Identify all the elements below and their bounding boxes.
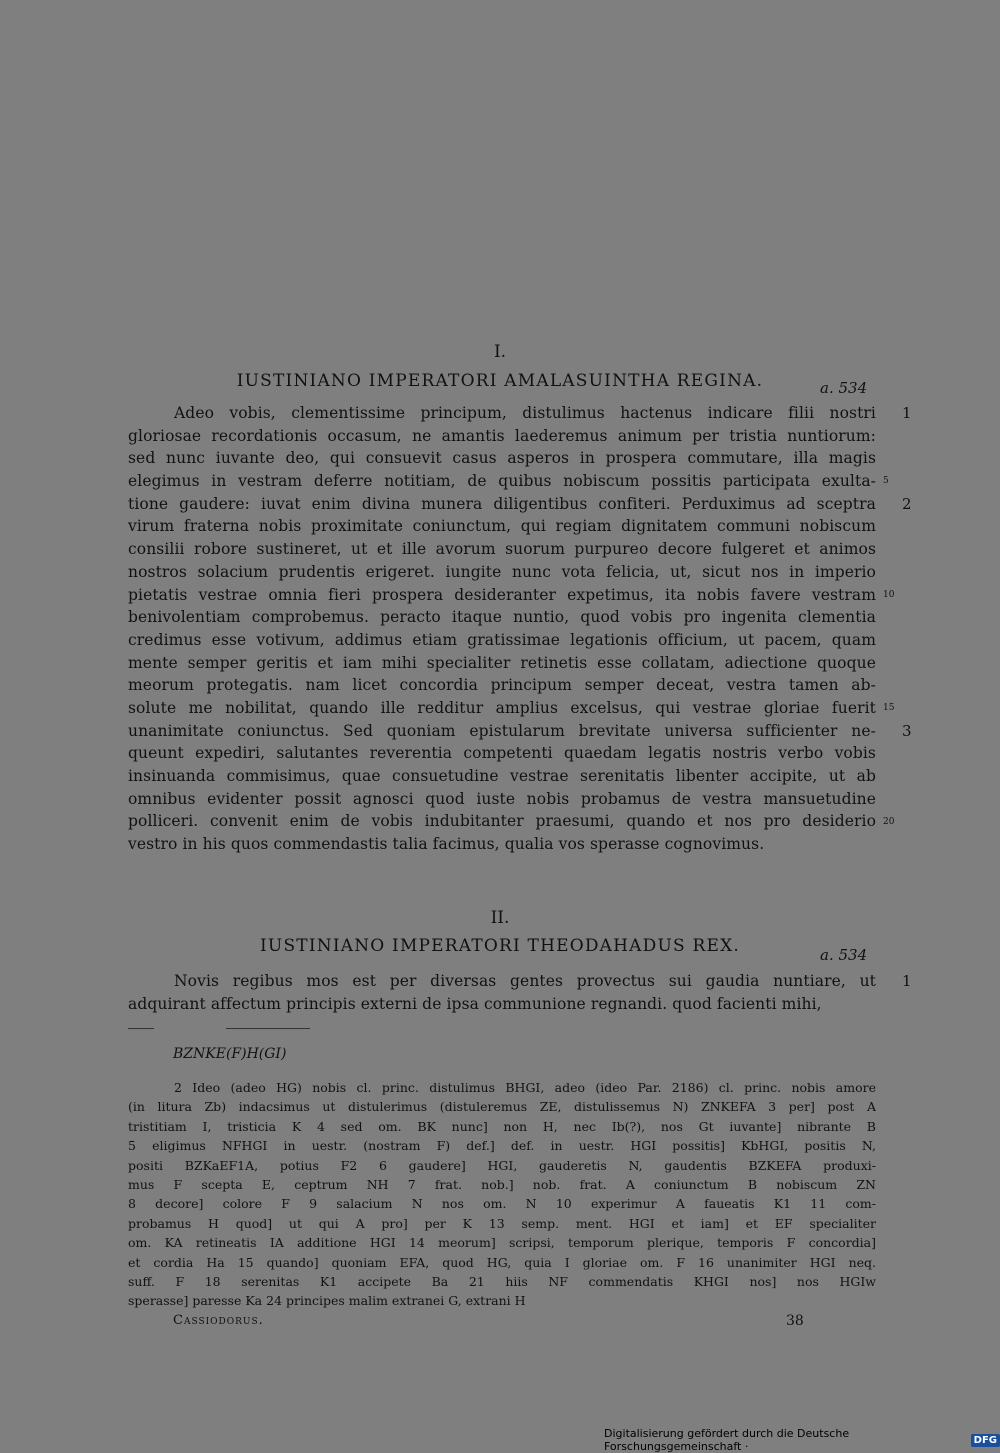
text-line: sperasse] paresse Ka 24 principes malim extranei G, extrani H bbox=[128, 1293, 526, 1309]
footer-author: Cassiodorus. bbox=[173, 1313, 264, 1328]
funding-notice bbox=[604, 1427, 1000, 1453]
line-number: 10 bbox=[883, 589, 895, 600]
text-line: 5 eligimus NFHGI in uestr. (nostram F) def.] def. in uestr. HGI possitis] KbHGI, positis N, bbox=[128, 1138, 876, 1154]
text-line: elegimus in vestram deferre notitiam, de quibus nobiscum possitis participata exulta- bbox=[128, 472, 876, 491]
text-line: meorum protegatis. nam licet concordia principum semper deceat, vestra tamen ab- bbox=[128, 676, 876, 695]
text-line: om. KA retineatis IA additione HGI 14 meorum] scripsi, temporum plerique, temporis F concordia] bbox=[128, 1235, 876, 1251]
text-line: 2 Ideo (adeo HG) nobis cl. princ. distulimus BHGI, adeo (ideo Par. 2186) cl. princ. nobis amore bbox=[174, 1080, 876, 1095]
text-line: adquirant affectum principis externi de ipsa communione regnandi. quod facienti mihi, bbox=[128, 994, 822, 1013]
text-line: queunt expediri, salutantes reverentia competenti quaedam legatis nostris verbo vobis bbox=[128, 744, 876, 763]
text-line: polliceri. convenit enim de vobis indubitanter praesumi, quando et nos pro desiderio bbox=[128, 812, 876, 831]
text-line: (in litura Zb) indacsimus ut distulerimus (distuleremus ZE, distulissemus N) ZNKEFA 3 per] post A bbox=[128, 1099, 876, 1115]
text-line: gloriosae recordationis occasum, ne amantis laederemus animum per tristia nuntiorum: bbox=[128, 426, 876, 445]
text-line: suff. F 18 serenitas K1 accipete Ba 21 hiis NF commendatis KHGI nos] nos HGIw bbox=[128, 1273, 876, 1289]
section-2-date: a. 534 bbox=[820, 946, 868, 964]
critical-apparatus bbox=[128, 1078, 876, 1311]
text-line: et cordia Ha 15 quando] quoniam EFA, quod HG, quia I gloriae om. F 16 unanimiter HGI neq. bbox=[128, 1254, 876, 1270]
line-number: 15 bbox=[883, 703, 895, 714]
text-line: unanimitate coniunctus. Sed quoniam epistularum brevitate universa sufficienter ne- bbox=[128, 721, 876, 740]
text-line: insinuanda commisimus, quae consuetudine vestrae serenitatis libenter accipite, ut ab bbox=[128, 767, 876, 785]
text-line: 8 decore] colore F 9 salacium N nos om. N 10 experimur A faueatis K1 11 com- bbox=[128, 1196, 876, 1212]
separator-rule-right bbox=[226, 1028, 310, 1029]
chapter-number: 2 bbox=[902, 494, 912, 513]
funding-text: Digitalisierung gefördert durch die Deutsche Forschungsgemeinschaft · bbox=[604, 1427, 850, 1453]
section-1-number: I. bbox=[493, 342, 507, 362]
chapter-number: 1 bbox=[902, 972, 912, 990]
text-line: Adeo vobis, clementissime principum, distulimus hactenus indicare filii nostri bbox=[174, 404, 876, 422]
text-line: Novis regibus mos est per diversas gentes provectus sui gaudia nuntiare, ut bbox=[174, 972, 876, 990]
page-number: 38 bbox=[786, 1313, 804, 1329]
text-line: vestro in his quos commendastis talia facimus, qualia vos sperasse cognovimus. bbox=[128, 835, 765, 854]
manuscript-sigla: BZNKE(F)H(GI) bbox=[173, 1046, 287, 1062]
chapter-number: 3 bbox=[902, 721, 912, 740]
text-line: nostros solacium prudentis erigeret. iungite nunc vota felicia, ut, sicut nos in imperio bbox=[128, 562, 876, 581]
text-line: tristitiam I, tristicia K 4 sed om. BK nunc] non H, nec Ib(?), nos Gt iuvante] nibrante B bbox=[128, 1118, 876, 1134]
text-line: pietatis vestrae omnia fieri prospera desideranter expetimus, ita nobis favere vestram bbox=[128, 585, 876, 604]
section-2-number: II. bbox=[490, 908, 510, 928]
line-number: 20 bbox=[883, 816, 895, 827]
section-1-body bbox=[128, 402, 876, 856]
section-2-title: IUSTINIANO IMPERATORI THEODAHADUS REX. bbox=[260, 936, 740, 956]
text-line: positi BZKaEF1A, potius F2 6 gaudere] HGI, gauderetis N, gaudentis BZKEFA produxi- bbox=[128, 1157, 876, 1173]
section-1-date: a. 534 bbox=[820, 379, 868, 397]
text-line: omnibus evidenter possit agnosci quod iuste nobis probamus de vestra mansuetudine bbox=[128, 789, 876, 808]
section-1-title: IUSTINIANO IMPERATORI AMALASUINTHA REGINA. bbox=[236, 371, 764, 391]
text-line: solute me nobilitat, quando ille redditur amplius excelsus, qui vestrae gloriae fuerit bbox=[128, 698, 876, 717]
text-line: mus F scepta E, ceptrum NH 7 frat. nob.] nob. frat. A coniunctum B nobiscum ZN bbox=[128, 1176, 876, 1192]
text-line: consilii robore sustineret, ut et ille avorum suorum purpureo decore fulgeret et animos bbox=[128, 540, 876, 559]
separator-rule-left bbox=[128, 1028, 154, 1029]
text-line: mente semper geritis et iam mihi specialiter retinetis esse collatam, adiectione quoque bbox=[128, 653, 876, 672]
text-line: sed nunc iuvante deo, qui consuevit casus asperos in prospera commutare, illa magis bbox=[128, 449, 876, 468]
chapter-number: 1 bbox=[902, 404, 912, 422]
text-line: credimus esse votivum, addimus etiam gratissimae legationis officium, ut pacem, quam bbox=[128, 630, 876, 649]
text-line: virum fraterna nobis proximitate coniunctum, qui regiam dignitatem communi nobiscum bbox=[128, 517, 876, 536]
section-2-body bbox=[128, 970, 876, 1015]
dfg-logo-icon: DFG bbox=[971, 1434, 1000, 1447]
line-number: 5 bbox=[883, 476, 889, 487]
text-line: benivolentiam comprobemus. peracto itaque nuntio, quod vobis pro ingenita clementia bbox=[128, 608, 876, 627]
text-line: probamus H quod] ut qui A pro] per K 13 semp. ment. HGI et iam] et EF specialiter bbox=[128, 1215, 876, 1231]
text-line: tione gaudere: iuvat enim divina munera diligentibus confiteri. Perduximus ad sceptra bbox=[128, 494, 876, 513]
